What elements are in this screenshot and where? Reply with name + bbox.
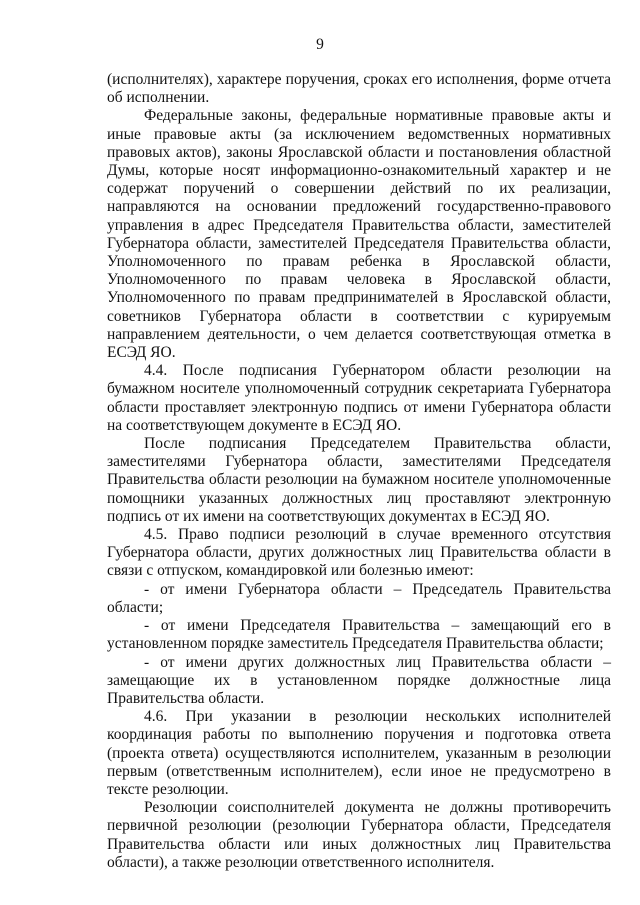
document-body xyxy=(107,71,611,872)
paragraph-federal-laws: Федеральные законы, федеральные нормативные правовые акты и иные правовые акты (за исключением ведомственных нормативных правовых актов), законы Ярославской области и постановления областной Думы, которые носят информационно-ознакомительный характер и не содержат поручений о совершении действий по их реализации, направляются на основании предложений государственно-правового управления в адрес Председателя Правительства области, заместителей Губернатора области, заместителей Председателя Правительства области, Уполномоченного по правам ребенка в Ярославской области, Уполномоченного по правам человека в Ярославской области, Уполномоченного по правам предпринимателей в Ярославской области, советников Губернатора области в соответствии с курируемым направлением деятельности, о чем делается соответствующая отметка в ЕСЭД ЯО. xyxy=(107,107,611,362)
paragraph-4-5: 4.5. Право подписи резолюций в случае временного отсутствия Губернатора области, других должностных лиц Правительства области в связи с отпуском, командировкой или болезнью имеют: xyxy=(107,526,611,580)
page-number: 9 xyxy=(316,36,324,53)
list-item-governor: - от имени Губернатора области – Председатель Правительства области; xyxy=(107,580,611,616)
paragraph-after-signing: После подписания Председателем Правительства области, заместителями Губернатора области, заместителями Председателя Правительства области резолюции на бумажном носителе уполномоченные помощники указанных должностных лиц проставляют электронную подпись от их имени на соответствующих документах в ЕСЭД ЯО. xyxy=(107,435,611,525)
paragraph-4-4: 4.4. После подписания Губернатором области резолюции на бумажном носителе уполномоченный сотрудник секретариата Губернатора области проставляет электронную подпись от имени Губернатора области на соответствующем документе в ЕСЭД ЯО. xyxy=(107,362,611,434)
list-item-chairman: - от имени Председателя Правительства – замещающий его в установленном порядке заместитель Председателя Правительства области; xyxy=(107,617,611,653)
list-item-other-officials: - от имени других должностных лиц Правительства области – замещающие их в установленном порядке должностные лица Правительства области. xyxy=(107,653,611,707)
paragraph-continuation: (исполнителях), характере поручения, сроках его исполнения, форме отчета об исполнении. xyxy=(107,71,611,107)
paragraph-4-6: 4.6. При указании в резолюции нескольких исполнителей координация работы по выполнению поручения и подготовка ответа (проекта ответа) осуществляются исполнителем, указанным в резолюции первым (ответственным исполнителем), если иное не предусмотрено в тексте резолюции. xyxy=(107,708,611,798)
paragraph-co-executors: Резолюции соисполнителей документа не должны противоречить первичной резолюции (резолюции Губернатора области, Председателя Правительства области или иных должностных лиц Правительства области), а также резолюции ответственного исполнителя. xyxy=(107,799,611,871)
